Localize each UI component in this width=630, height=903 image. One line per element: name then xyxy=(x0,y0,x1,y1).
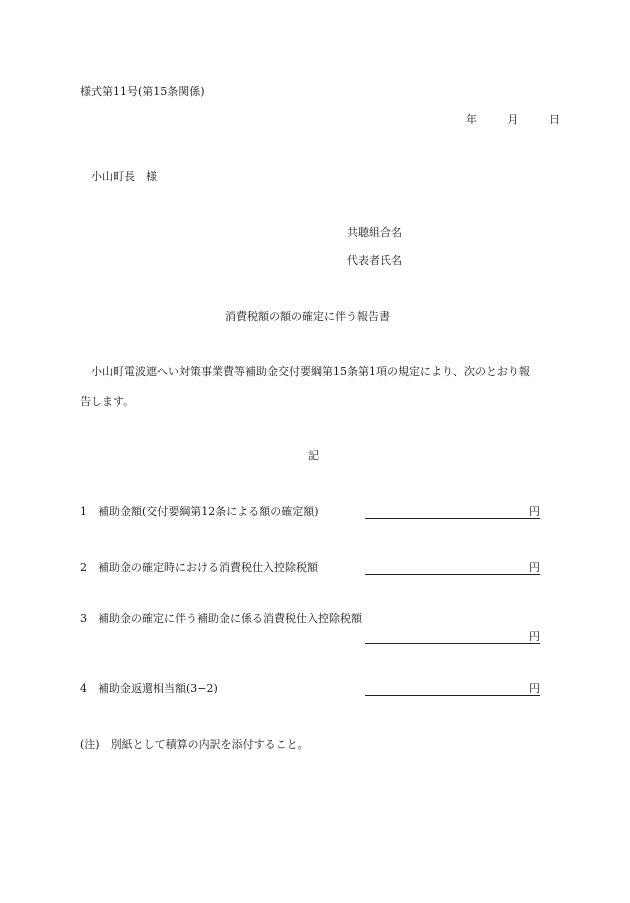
union-name-label: 共聴組合名 xyxy=(347,226,402,239)
ki-heading: 記 xyxy=(308,449,319,462)
item-2-label: 補助金の確定時における消費税仕入控除税額 xyxy=(98,561,318,574)
item-4-label: 補助金返還相当額(3−2) xyxy=(98,682,218,695)
date-year-label: 年 xyxy=(466,113,477,126)
body-text-line-1: 小山町電波遮へい対策事業費等補助金交付要綱第15条第1項の規定により、次のとおり報 xyxy=(91,365,530,378)
item-1-label: 補助金額(交付要綱第12条による額の確定額) xyxy=(98,505,319,518)
item-2-amount-line xyxy=(365,574,540,575)
addressee: 小山町長 様 xyxy=(91,170,157,183)
document-title: 消費税額の額の確定に伴う報告書 xyxy=(225,310,390,323)
item-4-unit: 円 xyxy=(529,682,540,695)
item-3-amount-line xyxy=(365,643,540,644)
item-3-unit: 円 xyxy=(529,630,540,643)
item-4-amount-line xyxy=(365,695,540,696)
item-1-unit: 円 xyxy=(529,505,540,518)
form-number: 様式第11号(第15条関係) xyxy=(80,85,205,98)
item-2-number: 2 xyxy=(80,561,87,574)
body-text-line-2: 告します。 xyxy=(80,395,135,408)
date-month-label: 月 xyxy=(507,113,519,126)
representative-label: 代表者氏名 xyxy=(347,254,402,267)
item-1-number: 1 xyxy=(80,505,87,518)
date-line xyxy=(466,113,560,127)
item-3-number: 3 xyxy=(80,612,87,625)
item-4-number: 4 xyxy=(80,682,87,695)
note: (注) 別紙として積算の内訳を添付すること。 xyxy=(80,738,309,751)
item-2-unit: 円 xyxy=(529,561,540,574)
date-day-label: 日 xyxy=(549,113,560,126)
item-1-amount-line xyxy=(365,518,540,519)
item-3-label: 補助金の確定に伴う補助金に係る消費税仕入控除税額 xyxy=(98,612,362,625)
